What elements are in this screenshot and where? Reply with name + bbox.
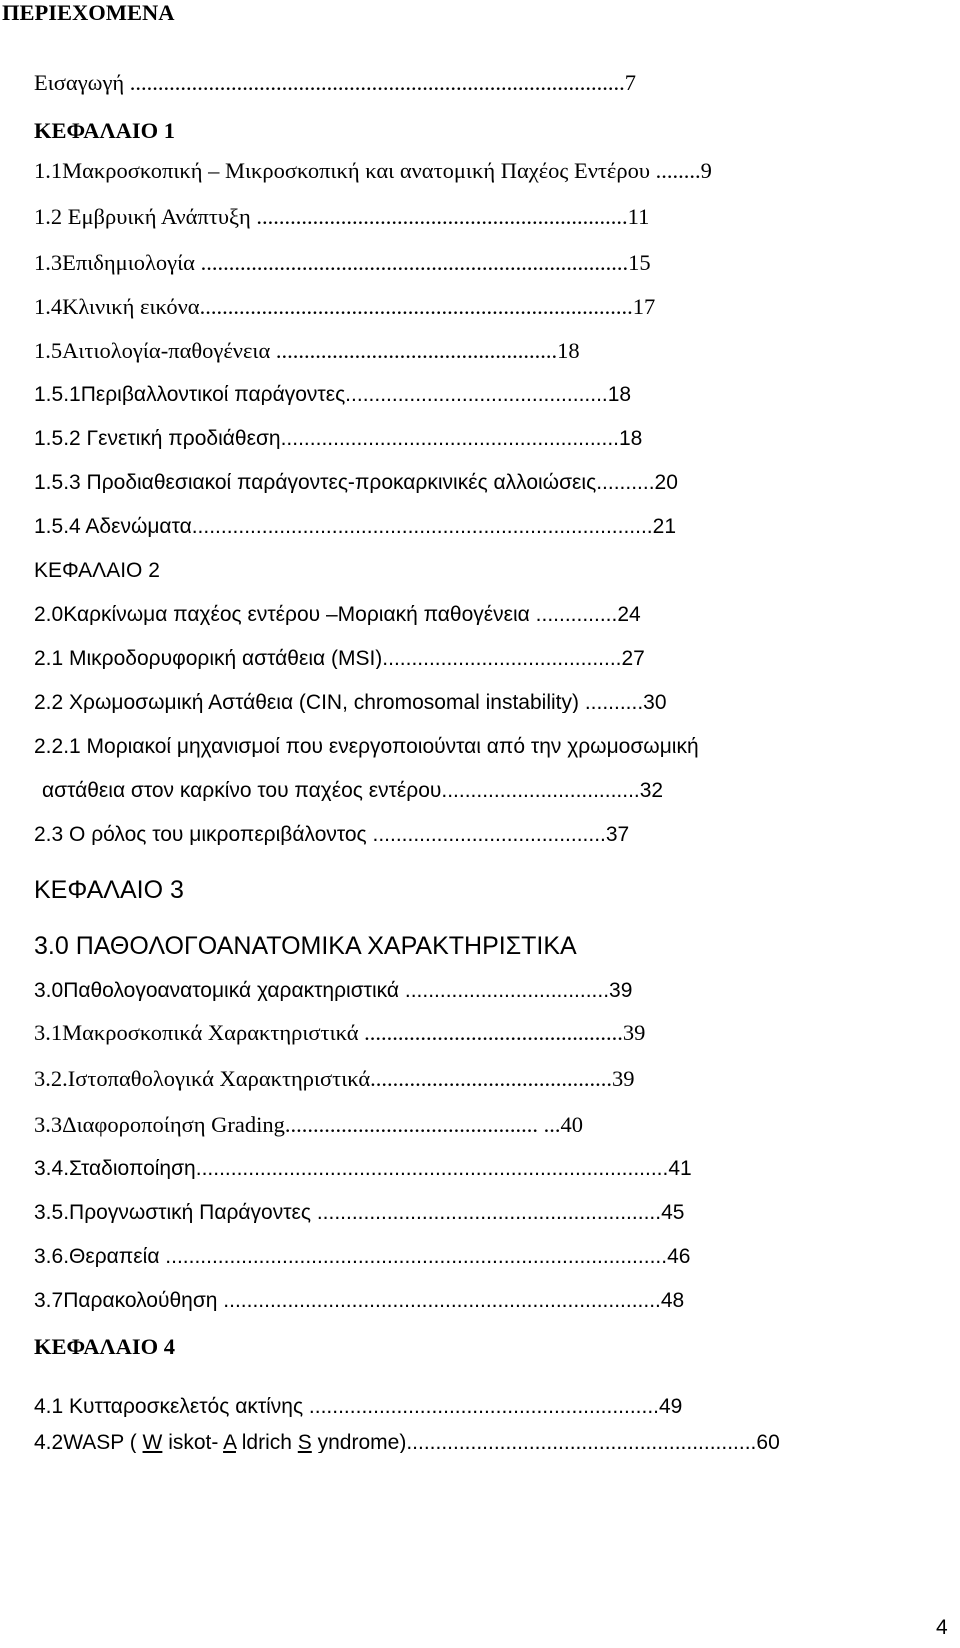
wasp-letter-w: W — [142, 1432, 163, 1453]
chapter-4-heading: ΚΕΦΑΛΑΙΟ 4 — [34, 1334, 175, 1359]
toc-entry-1-2: 1.2 Εμβρυική Ανάπτυξη ..................................................................11 — [34, 206, 650, 229]
toc-title: ΠΕΡΙΕΧΟΜΕΝΑ — [2, 0, 175, 25]
toc-entry-1-1: 1.1Μακροσκοπική – Μικροσκοπική και ανατομική Παχέος Εντέρου ........9 — [34, 160, 712, 183]
wasp-w-rest: iskot- — [162, 1432, 224, 1453]
toc-entry-1-5-2: 1.5.2 Γενετική προδιάθεση..........................................................18 — [34, 428, 643, 449]
toc-entry-1-5-1: 1.5.1Περιβαλλοντικοί παράγοντες.............................................18 — [34, 384, 632, 405]
chapter-3-heading: ΚΕΦΑΛΑΙΟ 3 — [34, 876, 184, 904]
toc-entry-1-5-4: 1.5.4 Αδενώματα...............................................................................21 — [34, 516, 676, 537]
page-number: 4 — [936, 1616, 948, 1639]
toc-entry-3-6: 3.6.Θεραπεία ......................................................................................46 — [34, 1246, 691, 1267]
toc-entry-3-0: 3.0Παθολογοανατομικά χαρακτηριστικά ...................................39 — [34, 980, 633, 1001]
wasp-letter-a: A — [223, 1432, 236, 1453]
toc-entry-4-2 — [34, 1432, 796, 1453]
toc-entry-3-3: 3.3Διαφοροποίηση Grading............................................. ...40 — [34, 1114, 583, 1137]
toc-entry-2-2: 2.2 Χρωμοσωμική Αστάθεια (CIN, chromosomal instability) ..........30 — [34, 692, 667, 713]
section-3-0-heading: 3.0 ΠΑΘΟΛΟΓΟΑΝΑΤΟΜΙΚΑ ΧΑΡΑΚΤΗΡΙΣΤΙΚΑ — [34, 932, 577, 960]
wasp-suffix: yndrome)............................................................60 — [311, 1432, 780, 1453]
toc-entry-3-1: 3.1Μακροσκοπικά Χαρακτηριστικά ..............................................39 — [34, 1022, 646, 1045]
toc-entry-1-4: 1.4Κλινική εικόνα.............................................................................17 — [34, 296, 656, 319]
toc-entry-1-5: 1.5Αιτιολογία-παθογένεια ..................................................18 — [34, 340, 580, 363]
toc-entry-4-1: 4.1 Κυτταροσκελετός ακτίνης ............................................................49 — [34, 1396, 683, 1417]
wasp-prefix: 4.2WASP ( — [34, 1432, 143, 1453]
wasp-letter-s: S — [297, 1432, 312, 1453]
toc-entry-3-2: 3.2.Ιστοπαθολογικά Χαρακτηριστικά...........................................39 — [34, 1068, 635, 1091]
toc-entry-2-0: 2.0Καρκίνωμα παχέος εντέρου –Μοριακή παθογένεια ..............24 — [34, 604, 641, 625]
toc-entry-2-1: 2.1 Μικροδορυφορική αστάθεια (MSI).........................................27 — [34, 648, 645, 669]
toc-entry-1-3: 1.3Επιδημιολογία ............................................................................15 — [34, 252, 651, 275]
toc-entry-3-5: 3.5.Προγνωστική Παράγοντες ...........................................................45 — [34, 1202, 685, 1223]
toc-entry-1-5-3: 1.5.3 Προδιαθεσιακοί παράγοντες-προκαρκινικές αλλοιώσεις..........20 — [34, 472, 678, 493]
toc-entry-3-7: 3.7Παρακολούθηση ...........................................................................48 — [34, 1290, 685, 1311]
wasp-a-rest: ldrich — [235, 1432, 298, 1453]
chapter-2-heading: ΚΕΦΑΛΑΙΟ 2 — [34, 559, 160, 582]
chapter-1-heading: ΚΕΦΑΛΑΙΟ 1 — [34, 118, 175, 143]
toc-entry-3-4: 3.4.Σταδιοποίηση.................................................................................41 — [34, 1158, 692, 1179]
toc-entry-intro: Εισαγωγή ........................................................................................7 — [34, 72, 637, 95]
toc-entry-2-3: 2.3 Ο ρόλος του μικροπεριβάλοντος ........................................37 — [34, 824, 630, 845]
toc-entry-2-2-1-line2: αστάθεια στον καρκίνο του παχέος εντέρου..................................32 — [42, 780, 664, 801]
toc-entry-2-2-1-line1: 2.2.1 Μοριακοί μηχανισμοί που ενεργοποιούνται από την χρωμοσωμική — [34, 735, 699, 758]
